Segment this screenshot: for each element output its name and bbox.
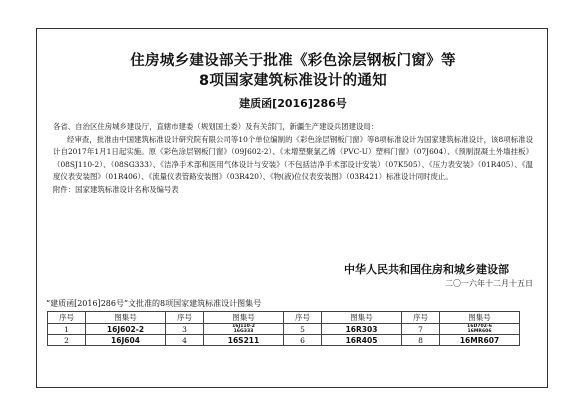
header-cell: 序号 [402, 312, 440, 324]
atlas-number-table [47, 311, 520, 346]
atlas-code-cell: 16S211 [204, 335, 284, 346]
header-cell: 图集号 [86, 312, 166, 324]
header-cell: 图集号 [204, 312, 284, 324]
issue-date: 二〇一六年十二月十五日 [445, 279, 533, 288]
issuing-authority: 中华人民共和国住房和城乡建设部 [344, 263, 509, 276]
header-cell: 序号 [166, 312, 204, 324]
serial-cell: 8 [402, 335, 440, 346]
atlas-code-cell: 16J110-2 16G333 [204, 324, 284, 335]
table-row [48, 324, 520, 335]
atlas-code-cell: 16MR607 [440, 335, 520, 346]
notice-main-text: 经审查，批准由中国建筑标准设计研究院有限公司等10个单位编制的《彩色涂层钢板门窗》等8项标准设计为国家建筑标准设计，该8项标准设计自2017年1月1日起实施。原《彩色涂层钢板门窗》（09J602-2）、《未增塑聚氯乙烯（PVC-U）塑料门窗》（07J604）、《预制混凝土外墙挂板》（08SJ110-2）、（08SG333）、《洁净手术部和医用气体设计与安装》（不包括洁净手术部设计安装）（07K505）、《压力表安装》（01R405）、《温度仪表安装图》（01R406）、《流量仪表管路安装图》（03R420）、《物(液)位仪表安装图》（03R421）标准设计同时废止。 [53, 134, 533, 182]
serial-cell: 5 [284, 324, 322, 335]
serial-cell: 7 [402, 324, 440, 335]
notice-title-line1: 住房城乡建设部关于批准《彩色涂层钢板门窗》等 [130, 53, 456, 69]
header-cell: 图集号 [440, 312, 520, 324]
table-row [48, 335, 520, 346]
atlas-code-cell: 16R303 [322, 324, 402, 335]
serial-cell: 1 [48, 324, 86, 335]
atlas-code-cell: 16J604 [86, 335, 166, 346]
addressee: 各省、自治区住房城乡建设厅，直辖市建委（规划国土委）及有关部门，新疆生产建设兵团建设局： [53, 122, 379, 131]
header-cell: 序号 [48, 312, 86, 324]
header-cell: 序号 [284, 312, 322, 324]
atlas-code-cell: 16D702-6 16MR606 [440, 324, 520, 335]
atlas-code-cell: 16J602-2 [86, 324, 166, 335]
serial-cell: 6 [284, 335, 322, 346]
header-cell: 图集号 [322, 312, 402, 324]
table-header-row [48, 312, 520, 324]
table-caption: “建质函[2016]286号”文批准的8项国家建筑标准设计图集号 [46, 299, 262, 308]
notice-body [53, 121, 533, 197]
notice-title-line2: 8项国家建筑标准设计的通知 [199, 73, 387, 89]
document-number: 建质函[2016]286号 [239, 97, 347, 110]
serial-cell: 2 [48, 335, 86, 346]
serial-cell: 4 [166, 335, 204, 346]
attachment-note: 附件：国家建筑标准设计名称及编号表 [53, 184, 179, 194]
atlas-code-cell: 16R405 [322, 335, 402, 346]
serial-cell: 3 [166, 324, 204, 335]
